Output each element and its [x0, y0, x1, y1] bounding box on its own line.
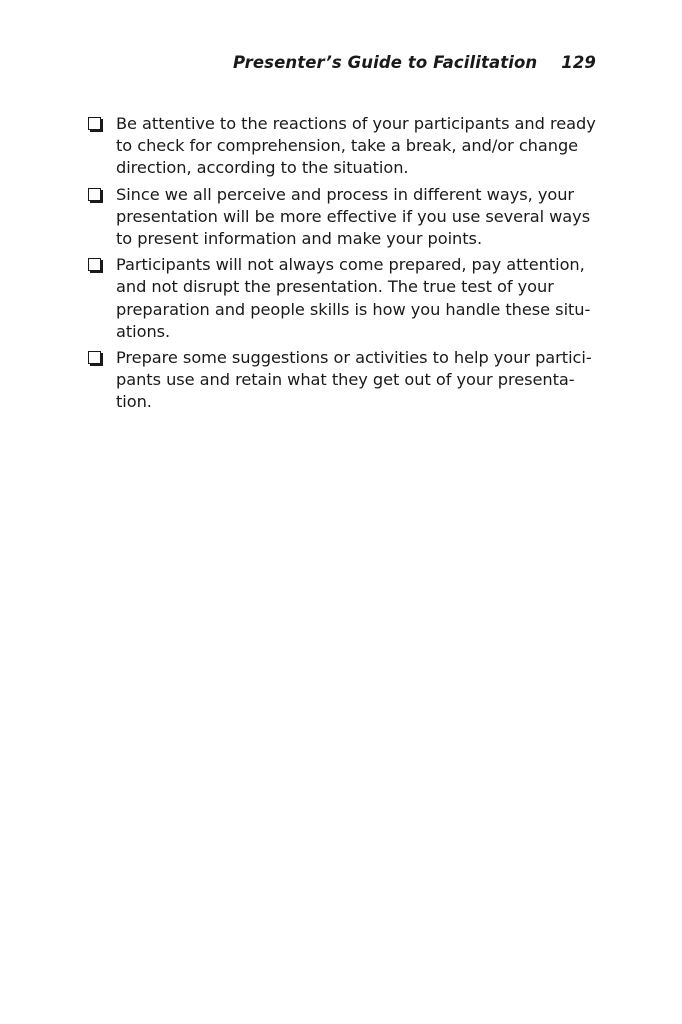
checkbox-icon [88, 258, 101, 271]
checklist-item [88, 347, 600, 414]
checklist-line: Prepare some suggestions or activities to help your partici- [116, 348, 592, 368]
checklist-line: and not disrupt the presentation. The true test of your [116, 277, 554, 297]
checklist-item [88, 184, 600, 251]
checkbox-icon [88, 188, 101, 201]
checklist-line: direction, according to the situation. [116, 158, 409, 178]
checklist-line: Be attentive to the reactions of your participants and ready [116, 114, 596, 133]
checklist-line: tion. [116, 392, 152, 412]
checklist-item [88, 113, 600, 180]
checkbox-icon [88, 117, 101, 130]
checklist-line: Since we all perceive and process in different ways, your [116, 184, 575, 204]
checklist [88, 113, 600, 418]
running-header [90, 53, 596, 72]
checklist-line: ations. [116, 321, 171, 341]
checklist-line: pants use and retain what they get out of your presenta- [116, 370, 575, 390]
checklist-line: to present information and make your points. [116, 229, 483, 249]
checklist-line: to check for comprehension, take a break, and/or change [116, 136, 579, 156]
checklist-line: Participants will not always come prepared, pay attention, [116, 255, 585, 275]
checklist-line: presentation will be more effective if you use several ways [116, 206, 591, 226]
checklist-item [88, 254, 600, 343]
running-header-title: Presenter’s Guide to Facilitation [232, 53, 538, 72]
checklist-line: preparation and people skills is how you handle these situ- [116, 299, 591, 319]
page-number: 129 [561, 53, 596, 72]
checkbox-icon [88, 351, 101, 364]
